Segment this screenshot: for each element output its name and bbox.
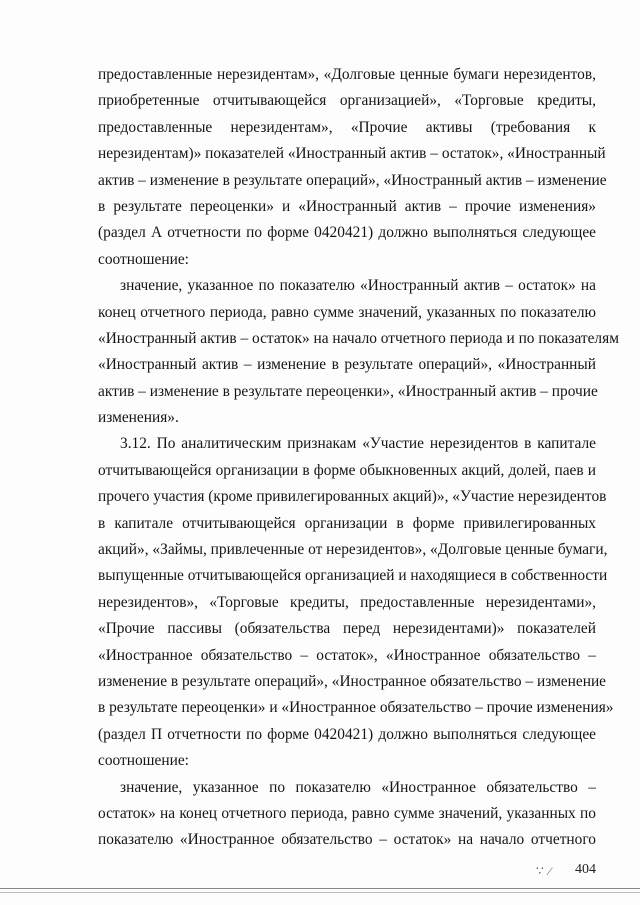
text-line: изменения». xyxy=(98,409,179,427)
text-line: нерезидентов», «Торговые кредиты, предоставленные нерезидентами», xyxy=(98,593,596,611)
text-line: «Иностранный актив – изменение в результате операций», «Иностранный xyxy=(98,356,596,374)
bottom-divider xyxy=(0,892,640,893)
text-line: выпущенные отчитывающейся организацией и находящиеся в собственности xyxy=(98,567,608,585)
text-line: актив – изменение в результате операций», «Иностранный актив – изменение xyxy=(98,171,607,189)
text-line: актив – изменение в результате переоценки», «Иностранный актив – прочие xyxy=(98,382,598,400)
text-line: нерезидентам)» показателей «Иностранный актив – остаток», «Иностранный xyxy=(98,145,606,163)
text-line: в результате переоценки» и «Иностранное обязательство – прочие изменения» xyxy=(98,699,614,717)
text-line: значение, указанное по показателю «Иностранное обязательство – xyxy=(120,778,596,796)
text-line: акций», «Займы, привлеченные от нерезидентов», «Долговые ценные бумаги, xyxy=(98,541,608,559)
text-line: приобретенные отчитывающейся организацией», «Торговые кредиты, xyxy=(98,92,596,110)
text-line: конец отчетного периода, равно сумме значений, указанных по показателю xyxy=(98,303,596,321)
bottom-divider xyxy=(0,888,640,889)
text-line: 3.12. По аналитическим признакам «Участие нерезидентов в капитале xyxy=(120,435,596,453)
text-line: остаток» на конец отчетного периода, равно сумме значений, указанных по xyxy=(98,804,596,822)
text-line: изменение в результате операций», «Иностранное обязательство – изменение xyxy=(98,672,607,690)
text-line: в результате переоценки» и «Иностранный актив – прочие изменения» xyxy=(98,197,596,215)
scan-mark: ∵ ⁄ xyxy=(536,864,552,878)
text-line: предоставленные нерезидентам», «Прочие активы (требования к xyxy=(98,118,596,136)
text-line: отчитывающейся организации в форме обыкновенных акций, долей, паев и xyxy=(98,461,596,479)
text-line: значение, указанное по показателю «Иностранный актив – остаток» на xyxy=(120,277,596,295)
text-line: прочего участия (кроме привилегированных акций)», «Участие нерезидентов xyxy=(98,488,607,506)
text-line: предоставленные нерезидентам», «Долговые ценные бумаги нерезидентов, xyxy=(98,66,596,83)
text-line: «Иностранное обязательство – остаток», «Иностранное обязательство – xyxy=(98,646,596,664)
text-line: в капитале отчитывающейся организации в форме привилегированных xyxy=(98,514,596,532)
body-text xyxy=(98,62,619,854)
text-line: (раздел А отчетности по форме 0420421) должно выполняться следующее xyxy=(98,224,596,242)
text-line: показателю «Иностранное обязательство – остаток» на начало отчетного xyxy=(98,831,596,849)
page-number: 404 xyxy=(575,862,596,877)
text-line: «Прочие пассивы (обязательства перед нерезидентами)» показателей xyxy=(98,620,596,638)
text-line: «Иностранный актив – остаток» на начало отчетного периода и по показателям xyxy=(98,329,619,347)
text-line: соотношение: xyxy=(98,250,189,268)
text-line: (раздел П отчетности по форме 0420421) должно выполняться следующее xyxy=(98,725,596,743)
text-line: соотношение: xyxy=(98,752,189,770)
